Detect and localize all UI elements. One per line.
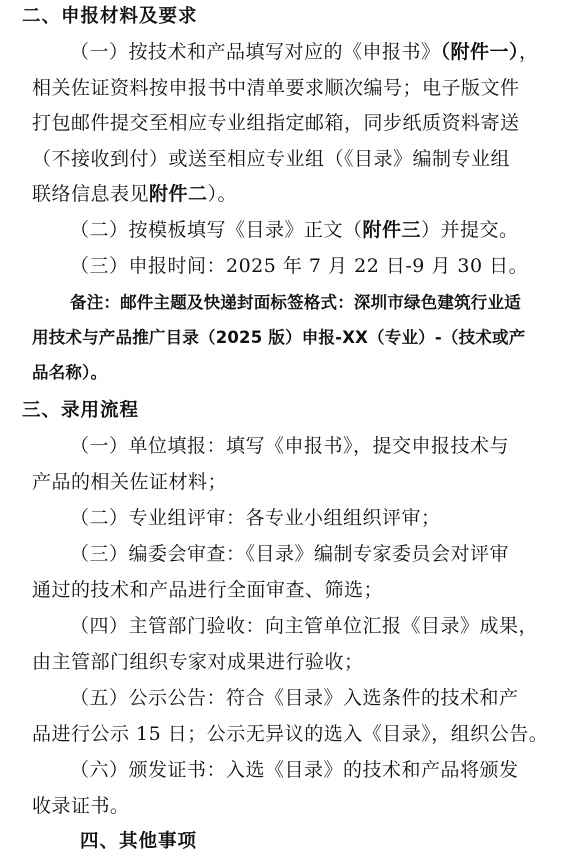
text-run: ，	[519, 41, 539, 63]
note-line: 备注：邮件主题及快递封面标签格式：深圳市绿色建筑行业适	[70, 293, 521, 312]
paragraph-line: （四）主管部门验收：向主管单位汇报《目录》成果，	[70, 615, 539, 637]
paragraph-line: （三）编委会审查：《目录》编制专家委员会对评审	[70, 543, 510, 565]
paragraph-line: （五）公示公告：符合《目录》入选条件的技术和产	[70, 687, 519, 709]
paragraph-line: （一）单位填报：填写《申报书》，提交申报技术与	[70, 435, 510, 457]
paragraph-line: 相关佐证资料按申报书中清单要求顺次编号；电子版文件	[32, 77, 520, 99]
section-heading-2: 二、申报材料及要求	[22, 6, 198, 27]
paragraph-line: 打包邮件提交至相应专业组指定邮箱，同步纸质资料寄送	[32, 112, 520, 134]
paragraph-line: （六）颁发证书：入选《目录》的技术和产品将颁发	[70, 759, 519, 781]
note-line: 用技术与产品推广目录（2025 版）申报-XX（专业）-（技术或产	[32, 328, 526, 347]
text-run: （二）按模板填写《目录》正文（	[70, 219, 363, 241]
attachment-ref: （附件一）	[440, 41, 520, 63]
text-run: ）。	[207, 183, 238, 205]
paragraph-line: 产品的相关佐证材料；	[32, 471, 228, 493]
text-run: ）并提交。	[421, 219, 519, 241]
paragraph-line	[70, 39, 539, 65]
paragraph-line	[70, 217, 519, 243]
note-line: 品名称）。	[32, 363, 108, 382]
text-run: （一）按技术和产品填写对应的《申报书》	[70, 41, 441, 63]
attachment-ref: 附件三	[362, 219, 422, 241]
paragraph-line: 品进行公示 15 日；公示无异议的选入《目录》，组织公告。	[32, 723, 549, 745]
text-run: 联络信息表见	[32, 183, 150, 205]
paragraph-line: 通过的技术和产品进行全面审查、筛选；	[32, 579, 384, 601]
paragraph-line: （不接收到付）或送至相应专业组（《目录》编制专业组	[32, 148, 511, 170]
paragraph-line: （三）申报时间：2025 年 7 月 22 日-9 月 30 日。	[70, 255, 529, 277]
paragraph-line: 由主管部门组织专家对成果进行验收；	[32, 651, 364, 673]
attachment-ref: 附件二	[149, 183, 208, 205]
paragraph-line: 收录证书。	[32, 795, 130, 817]
paragraph-line	[32, 181, 237, 207]
section-heading-3: 三、录用流程	[22, 400, 140, 421]
paragraph-line: （二）专业组评审：各专业小组组织评审；	[70, 507, 441, 529]
section-heading-4: 四、其他事项	[80, 831, 198, 852]
